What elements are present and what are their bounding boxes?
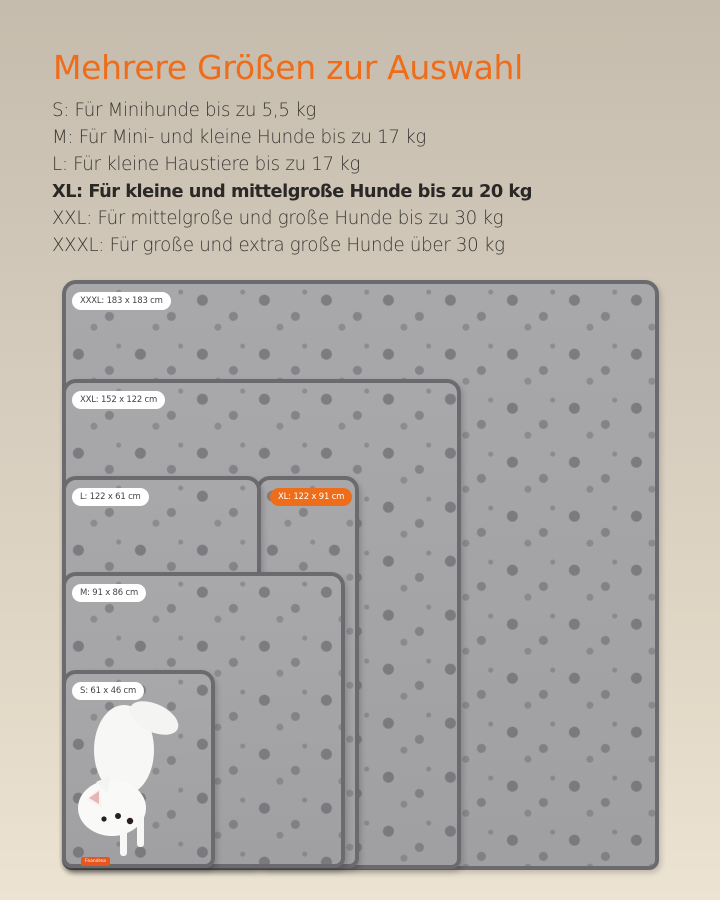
size-description-s: S: Für Minihunde bis zu 5,5 kg — [52, 100, 316, 121]
dog-image — [72, 690, 194, 858]
size-description-xxxl: XXXL: Für große und extra große Hunde über 30 kg — [52, 235, 505, 256]
size-tag-s: S: 61 x 46 cm — [72, 682, 144, 700]
size-description-l: L: Für kleine Haustiere bis zu 17 kg — [52, 154, 361, 175]
size-description-xl: XL: Für kleine und mittelgroße Hunde bis zu 20 kg — [52, 181, 532, 202]
size-description-m: M: Für Mini- und kleine Hunde bis zu 17 kg — [52, 127, 426, 148]
size-tag-xl: XL: 122 x 91 cm — [270, 488, 352, 506]
brand-label: Feandrea — [81, 857, 110, 866]
size-descriptions-list — [52, 97, 532, 259]
headline: Mehrere Größen zur Auswahl — [53, 48, 524, 87]
size-tag-l: L: 122 x 61 cm — [72, 488, 149, 506]
size-tag-m: M: 91 x 86 cm — [72, 584, 146, 602]
size-tag-xxxl: XXXL: 183 x 183 cm — [72, 292, 171, 310]
size-description-xxl: XXL: Für mittelgroße und große Hunde bis zu 30 kg — [52, 208, 504, 229]
size-tag-xxl: XXL: 152 x 122 cm — [72, 391, 165, 409]
